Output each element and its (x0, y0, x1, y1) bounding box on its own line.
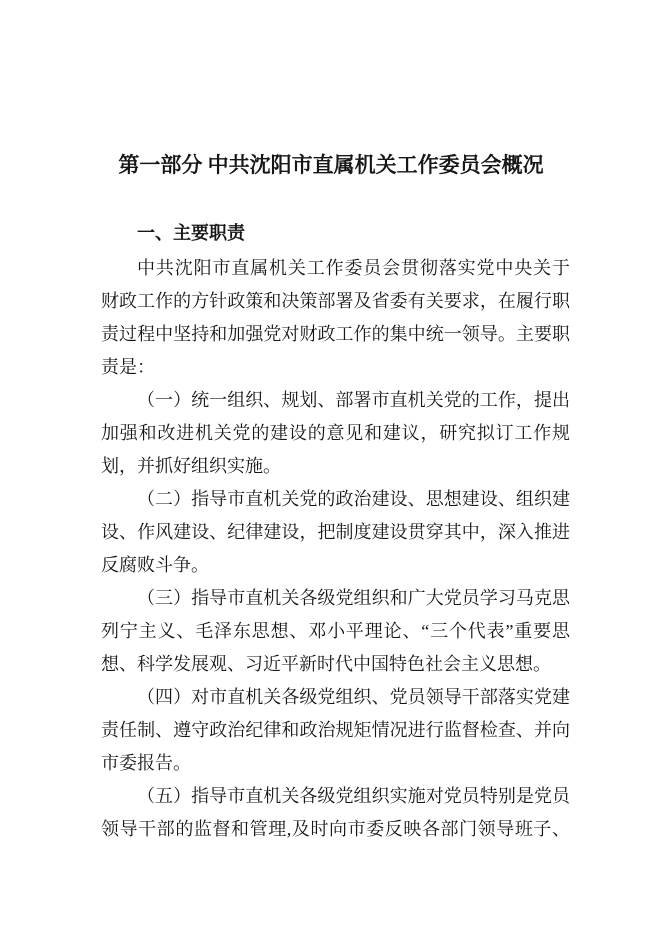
body-line: 责是： (101, 357, 155, 377)
body-text (101, 252, 570, 846)
body-line: 列宁主义、毛泽东思想、邓小平理论、“三个代表”重要思 (101, 621, 570, 641)
body-line: 划，并抓好组织实施。 (101, 456, 281, 476)
body-line: （一）统一组织、规划、部署市直机关党的工作，提出 (137, 390, 570, 410)
body-line: 领导干部的监督和管理,及时向市委反映各部门领导班子、 (101, 819, 570, 839)
body-line: 设、作风建设、纪律建设，把制度建设贯穿其中，深入推进 (101, 522, 570, 542)
body-line: （五）指导市直机关各级党组织实施对党员特别是党员 (137, 786, 570, 806)
body-line: （四）对市直机关各级党组织、党员领导干部落实党建 (137, 687, 570, 707)
section-heading: 一、主要职责 (137, 223, 245, 243)
body-line: 财政工作的方针政策和决策部署及省委有关要求，在履行职 (101, 291, 570, 311)
body-line: 市委报告。 (101, 753, 191, 773)
body-line: （二）指导市直机关党的政治建设、思想建设、组织建 (137, 489, 570, 509)
body-line: 责过程中坚持和加强党对财政工作的集中统一领导。主要职 (101, 324, 570, 344)
body-line: 想、科学发展观、习近平新时代中国特色社会主义思想。 (101, 654, 551, 674)
document-title: 第一部分 中共沈阳市直属机关工作委员会概况 (118, 153, 544, 177)
body-line: 反腐败斗争。 (101, 555, 209, 575)
body-line: 中共沈阳市直属机关工作委员会贯彻落实党中央关于 (137, 258, 570, 278)
body-line: 加强和改进机关党的建设的意见和建议，研究拟订工作规 (101, 423, 570, 443)
body-line: 责任制、遵守政治纪律和政治规矩情况进行监督检查、并向 (101, 720, 570, 740)
body-line: （三）指导市直机关各级党组织和广大党员学习马克思 (137, 588, 570, 608)
